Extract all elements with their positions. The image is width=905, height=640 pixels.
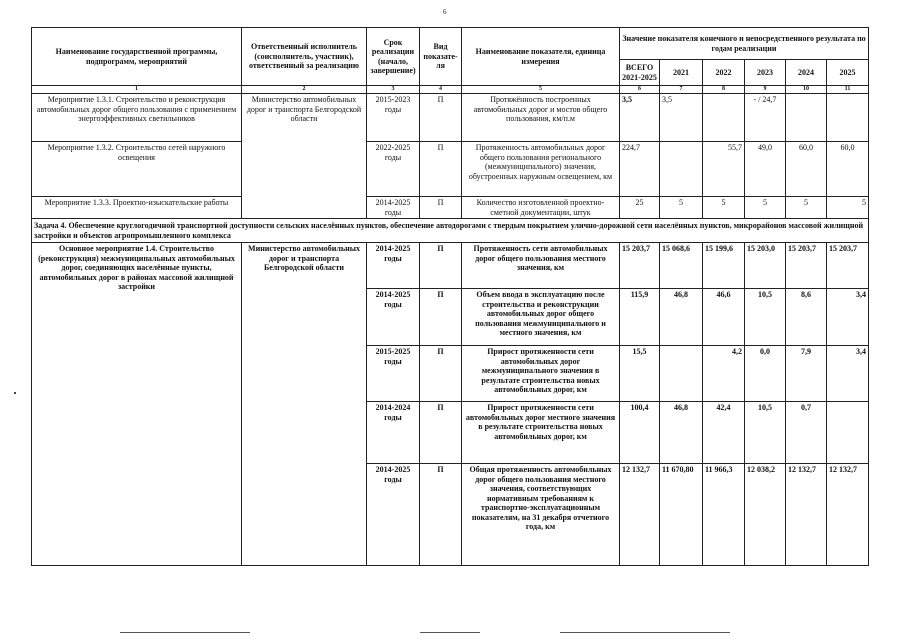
responsible-executor: Министерство автомобильных дорог и транспорта Белгородской области xyxy=(242,243,367,566)
value-cell: 3,5 xyxy=(660,94,703,142)
table-row xyxy=(32,243,869,289)
value-total: 224,7 xyxy=(620,142,660,197)
period: 2014-2025 годы xyxy=(367,197,420,219)
value-cell: 8,6 xyxy=(786,289,827,346)
indicator-name: Общая протяженность автомобильных дорог общего пользования местного значения, соответствующих нормативным требованиям к транспортно-эксплуатационным показателям, на 31 декабря отчетного года, км xyxy=(462,464,620,566)
period: 2014-2024 годы xyxy=(367,402,420,464)
value-cell: 0,7 xyxy=(786,402,827,464)
header-year: 2021 xyxy=(660,60,703,86)
measure-name: Мероприятие 1.3.1. Строительство и реконструкция автомобильных дорог общего пользования с применением энергоэффективных светильников xyxy=(32,94,242,142)
col-number: 10 xyxy=(786,86,827,94)
period: 2015-2025 годы xyxy=(367,346,420,402)
value-cell: 55,7 xyxy=(703,142,745,197)
header-program: Наименование государственной программы, подпрограмм, мероприятий xyxy=(32,28,242,86)
period: 2014-2025 годы xyxy=(367,289,420,346)
header-type: Вид показате-ля xyxy=(420,28,462,86)
measure-name: Мероприятие 1.3.3. Проектно-изыскательские работы xyxy=(32,197,242,219)
table-row xyxy=(32,197,869,219)
column-number-row xyxy=(32,86,869,94)
indicator-name: Прирост протяженности сети автомобильных дорог местного значения в результате строительства новых автомобильных дорог, км xyxy=(462,402,620,464)
value-cell: 46,8 xyxy=(660,289,703,346)
task-4-title: Задача 4. Обеспечение круглогодичной транспортной доступности сельских населённых пунктов, обеспечение автодорогами с твердым покрытием улично-дорожной сети населённых пунктов, микрорайонов массовой жилищной застройки и объектов агропромышленного комплекса xyxy=(32,219,869,243)
value-cell: 49,0 xyxy=(745,142,786,197)
value-cell: 5 xyxy=(745,197,786,219)
col-number: 4 xyxy=(420,86,462,94)
indicator-type: П xyxy=(420,464,462,566)
value-total: 15,5 xyxy=(620,346,660,402)
indicator-type: П xyxy=(420,289,462,346)
value-cell: 15 068,6 xyxy=(660,243,703,289)
period: 2022-2025 годы xyxy=(367,142,420,197)
indicator-name: Прирост протяженности сети автомобильных дорог межмуниципального значения в результате строительства новых автомобильных дорог, км xyxy=(462,346,620,402)
header-indicator: Наименование показателя, единица измерения xyxy=(462,28,620,86)
col-number: 3 xyxy=(367,86,420,94)
value-cell: 10,5 xyxy=(745,402,786,464)
indicator-type: П xyxy=(420,94,462,142)
value-cell: 15 203,7 xyxy=(827,243,869,289)
header-year: 2023 xyxy=(745,60,786,86)
indicator-type: П xyxy=(420,142,462,197)
table-row xyxy=(32,142,869,197)
value-cell: 60,0 xyxy=(786,142,827,197)
value-cell: 0,0 xyxy=(745,346,786,402)
value-cell: 12 132,7 xyxy=(827,464,869,566)
col-number: 7 xyxy=(660,86,703,94)
period: 2014-2025 годы xyxy=(367,243,420,289)
scan-artifact-line xyxy=(420,632,480,633)
value-cell: 15 199,6 xyxy=(703,243,745,289)
value-cell: 15 203,7 xyxy=(786,243,827,289)
indicator-name: Протяженность сети автомобильных дорог общего пользования местного значения, км xyxy=(462,243,620,289)
col-number: 5 xyxy=(462,86,620,94)
indicator-type: П xyxy=(420,346,462,402)
value-cell: 12 038,2 xyxy=(745,464,786,566)
value-cell: 60,0 xyxy=(827,142,869,197)
page-number: 6 xyxy=(443,8,447,16)
period: 2015-2023 годы xyxy=(367,94,420,142)
col-number: 9 xyxy=(745,86,786,94)
indicator-name: Количество изготовленной проектно-сметной документации, штук xyxy=(462,197,620,219)
value-cell xyxy=(827,94,869,142)
indicator-type: П xyxy=(420,402,462,464)
value-cell: 4,2 xyxy=(703,346,745,402)
value-cell: 10,5 xyxy=(745,289,786,346)
value-cell: 15 203,0 xyxy=(745,243,786,289)
measure-name: Мероприятие 1.3.2. Строительство сетей наружного освещения xyxy=(32,142,242,197)
value-cell xyxy=(827,402,869,464)
value-cell: - / 24,7 xyxy=(745,94,786,142)
indicator-type: П xyxy=(420,243,462,289)
value-cell: 11 670,80 xyxy=(660,464,703,566)
scan-artifact-line xyxy=(120,632,250,633)
header-values: Значение показателя конечного и непосредственного результата по годам реализации xyxy=(620,28,869,60)
value-cell: 5 xyxy=(660,197,703,219)
indicator-type: П xyxy=(420,197,462,219)
indicator-name: Протяженность автомобильных дорог общего пользования регионального (межмуниципального) значения, обустроенных наружным освещением, км xyxy=(462,142,620,197)
value-cell: 3,4 xyxy=(827,346,869,402)
value-cell xyxy=(786,94,827,142)
value-total: 100,4 xyxy=(620,402,660,464)
value-cell: 7,9 xyxy=(786,346,827,402)
header-year: 2022 xyxy=(703,60,745,86)
program-table xyxy=(31,27,869,566)
col-number: 8 xyxy=(703,86,745,94)
value-cell: 46,6 xyxy=(703,289,745,346)
period: 2014-2025 годы xyxy=(367,464,420,566)
task-row xyxy=(32,219,869,243)
value-total: 115,9 xyxy=(620,289,660,346)
value-cell: 11 966,3 xyxy=(703,464,745,566)
indicator-name: Протяжённость построенных автомобильных дорог и мостов общего пользования, км/п.м xyxy=(462,94,620,142)
value-total: 15 203,7 xyxy=(620,243,660,289)
value-total: 25 xyxy=(620,197,660,219)
value-cell xyxy=(660,346,703,402)
header-row xyxy=(32,28,869,60)
col-number: 2 xyxy=(242,86,367,94)
col-number: 6 xyxy=(620,86,660,94)
table-row xyxy=(32,94,869,142)
main-measure-name: Основное мероприятие 1.4. Строительство (реконструкция) межмуниципальных автомобильных дорог, соединяющих населённые пункты, автомобильных дорог в районах массовой жилищной застройки xyxy=(32,243,242,566)
value-total: 12 132,7 xyxy=(620,464,660,566)
header-year: 2025 xyxy=(827,60,869,86)
header-responsible: Ответственный исполнитель (соисполнитель, участник), ответственный за реализацию xyxy=(242,28,367,86)
col-number: 11 xyxy=(827,86,869,94)
value-cell: 5 xyxy=(703,197,745,219)
value-cell: 46,8 xyxy=(660,402,703,464)
responsible-executor: Министерство автомобильных дорог и транспорта Белгородской области xyxy=(242,94,367,219)
value-cell: 5 xyxy=(827,197,869,219)
scan-artifact-line xyxy=(560,632,730,633)
header-year: 2024 xyxy=(786,60,827,86)
value-cell: 5 xyxy=(786,197,827,219)
header-total: ВСЕГО 2021-2025 xyxy=(620,60,660,86)
header-period: Срок реализации (начало, завершение) xyxy=(367,28,420,86)
value-cell xyxy=(660,142,703,197)
value-cell: 12 132,7 xyxy=(786,464,827,566)
scan-artifact-dot xyxy=(14,392,16,394)
value-cell: 42,4 xyxy=(703,402,745,464)
col-number: 1 xyxy=(32,86,242,94)
value-cell: 3,4 xyxy=(827,289,869,346)
indicator-name: Объем ввода в эксплуатацию после строительства и реконструкции автомобильных дорог общего пользования межмуниципального и местного значения, км xyxy=(462,289,620,346)
value-total: 3,5 xyxy=(620,94,660,142)
value-cell xyxy=(703,94,745,142)
